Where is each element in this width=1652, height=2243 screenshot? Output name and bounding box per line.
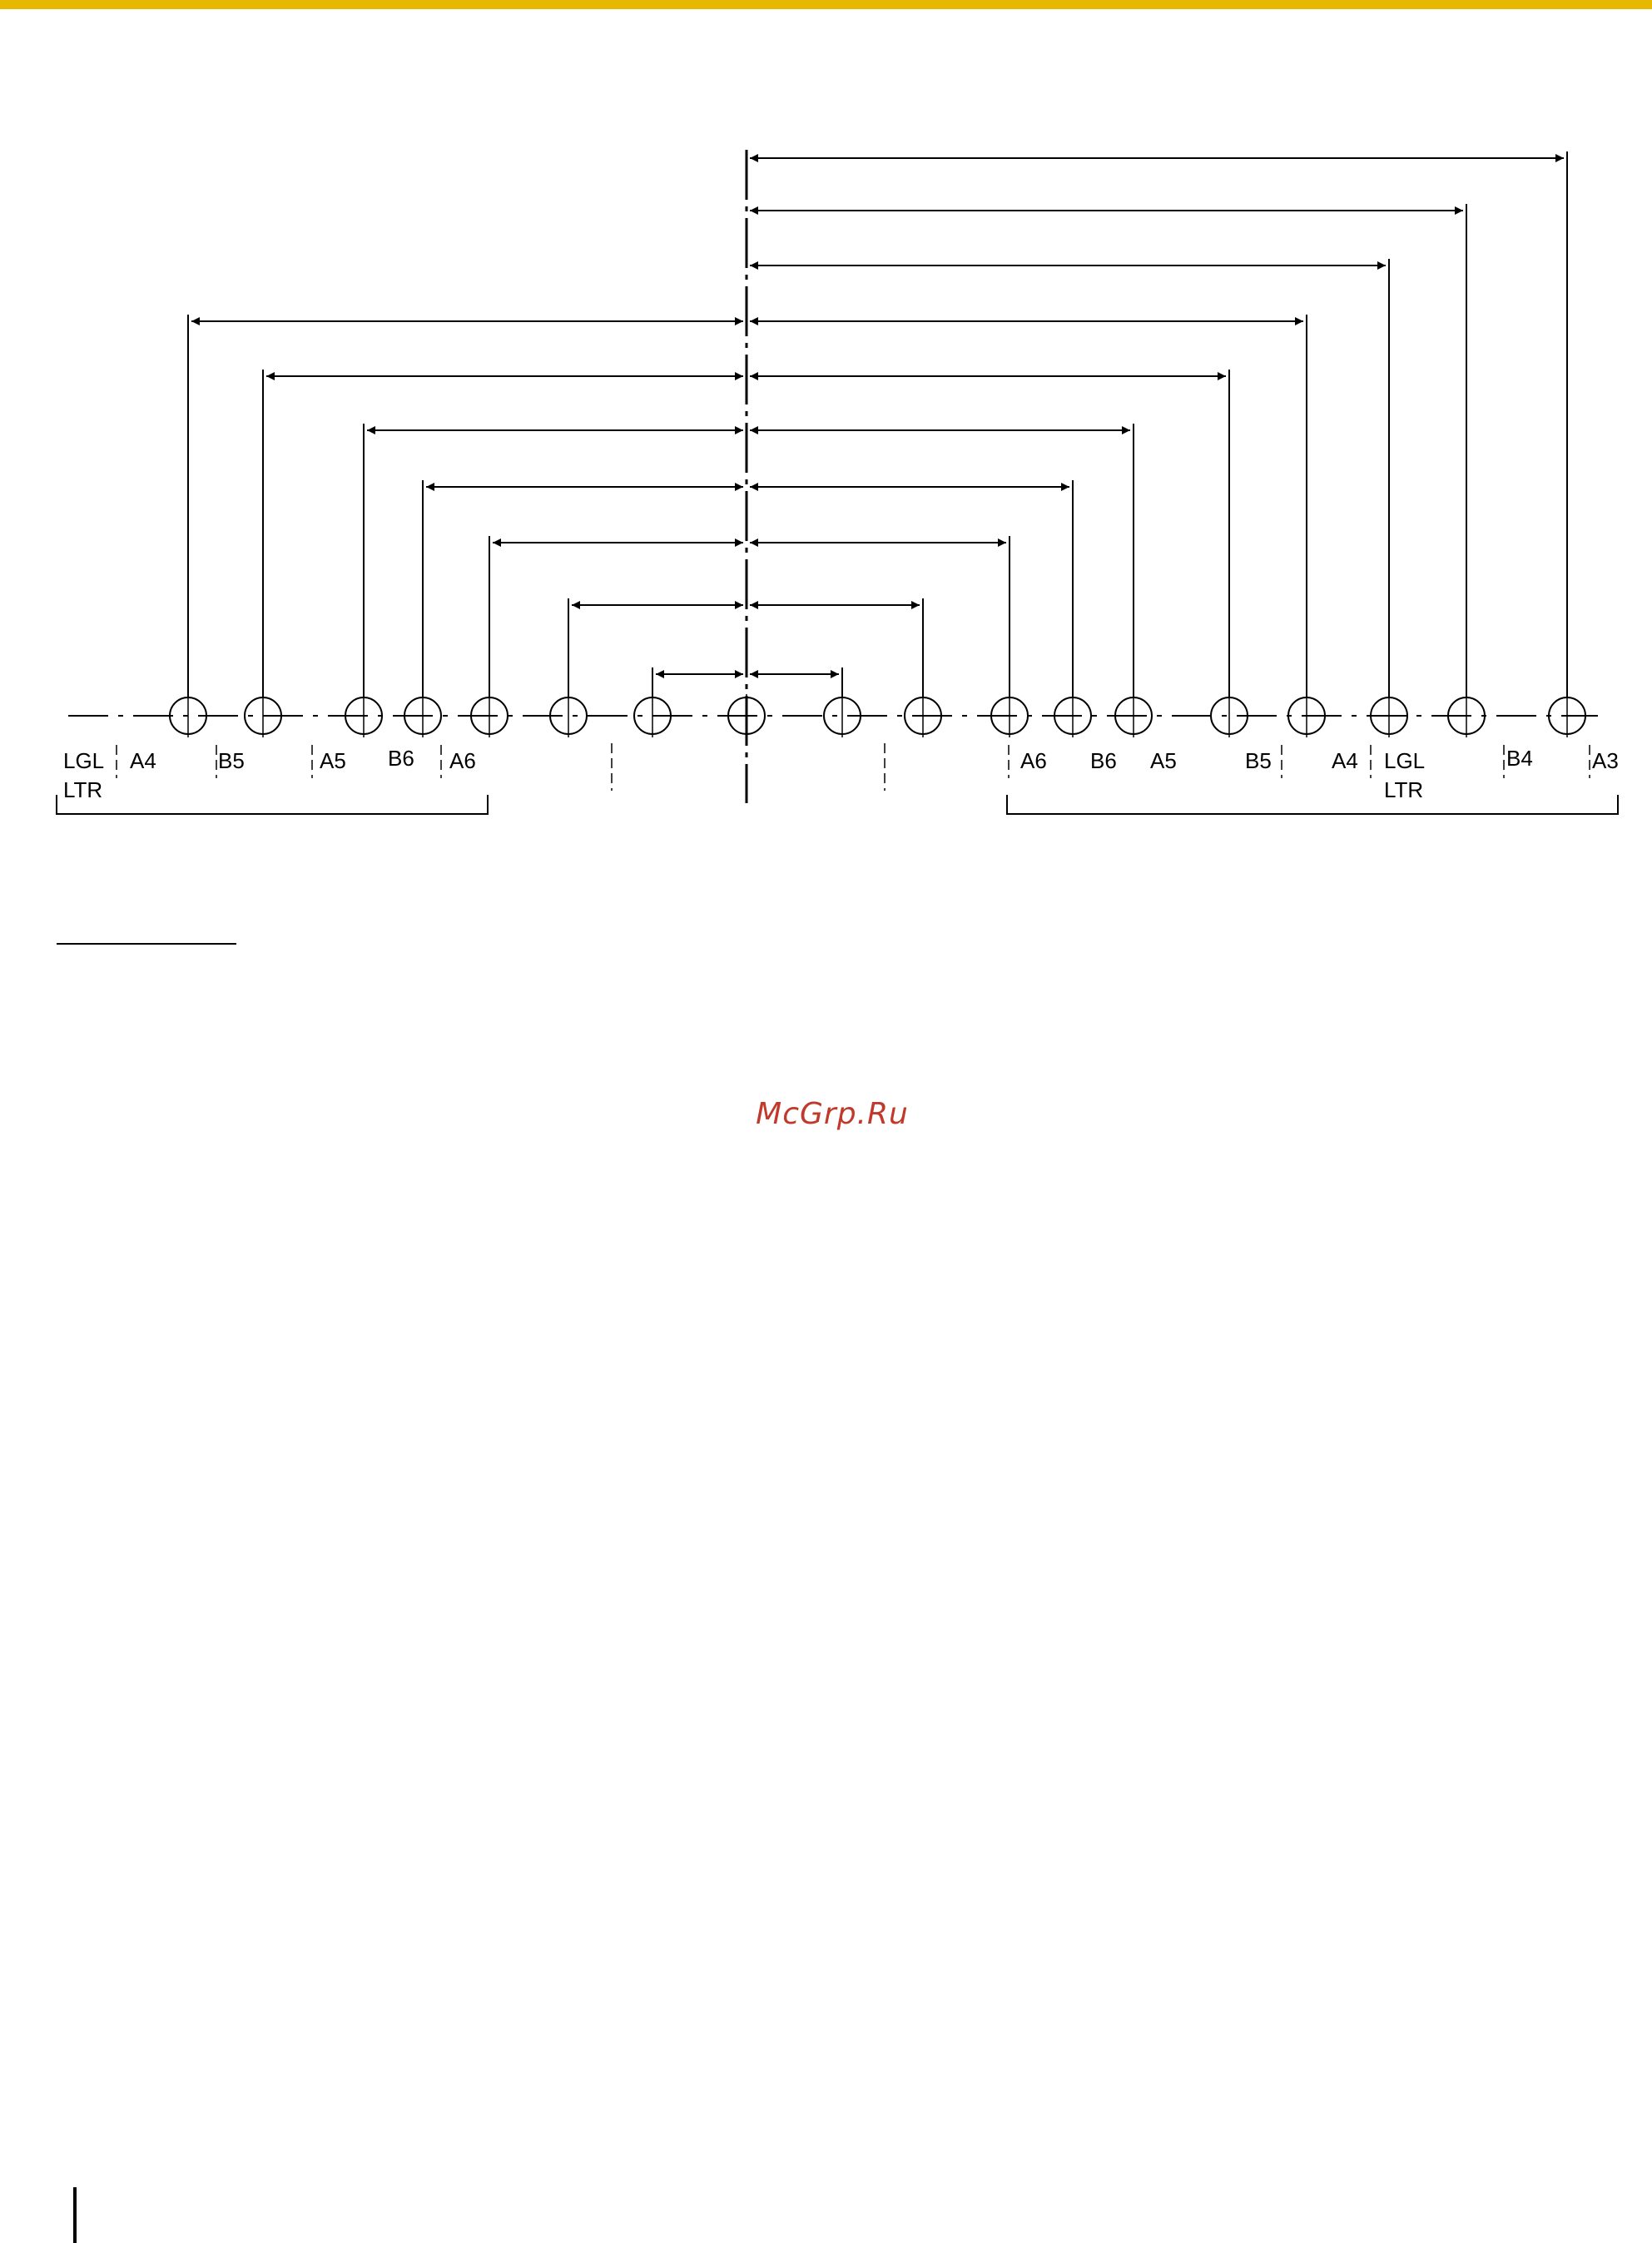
size-label-left-b6: B6 [388,746,414,771]
watermark-text: McGrp.Ru [756,1097,909,1131]
size-label-left-ltr: LTR [63,777,103,802]
footnote-rule [57,943,236,945]
size-label-left-b5: B5 [218,748,245,773]
right-range-bracket [1007,795,1618,814]
size-label-right-a5: A5 [1150,748,1177,773]
size-label-right-a3: A3 [1592,748,1619,773]
size-label-right-b4: B4 [1506,746,1533,771]
size-label-left-a4: A4 [130,748,156,773]
size-label-left-a6: A6 [449,748,476,773]
size-label-right-ltr: LTR [1384,777,1424,802]
page-edge-mark [73,2187,77,2243]
size-label-right-b6: B6 [1090,748,1117,773]
left-range-bracket [57,795,488,814]
size-label-left-lgl: LGL [63,748,105,773]
size-label-left-a5: A5 [320,748,346,773]
size-label-right-a4: A4 [1332,748,1358,773]
size-label-right-b5: B5 [1245,748,1272,773]
size-label-right-a6: A6 [1020,748,1047,773]
size-label-right-lgl: LGL [1384,748,1426,773]
